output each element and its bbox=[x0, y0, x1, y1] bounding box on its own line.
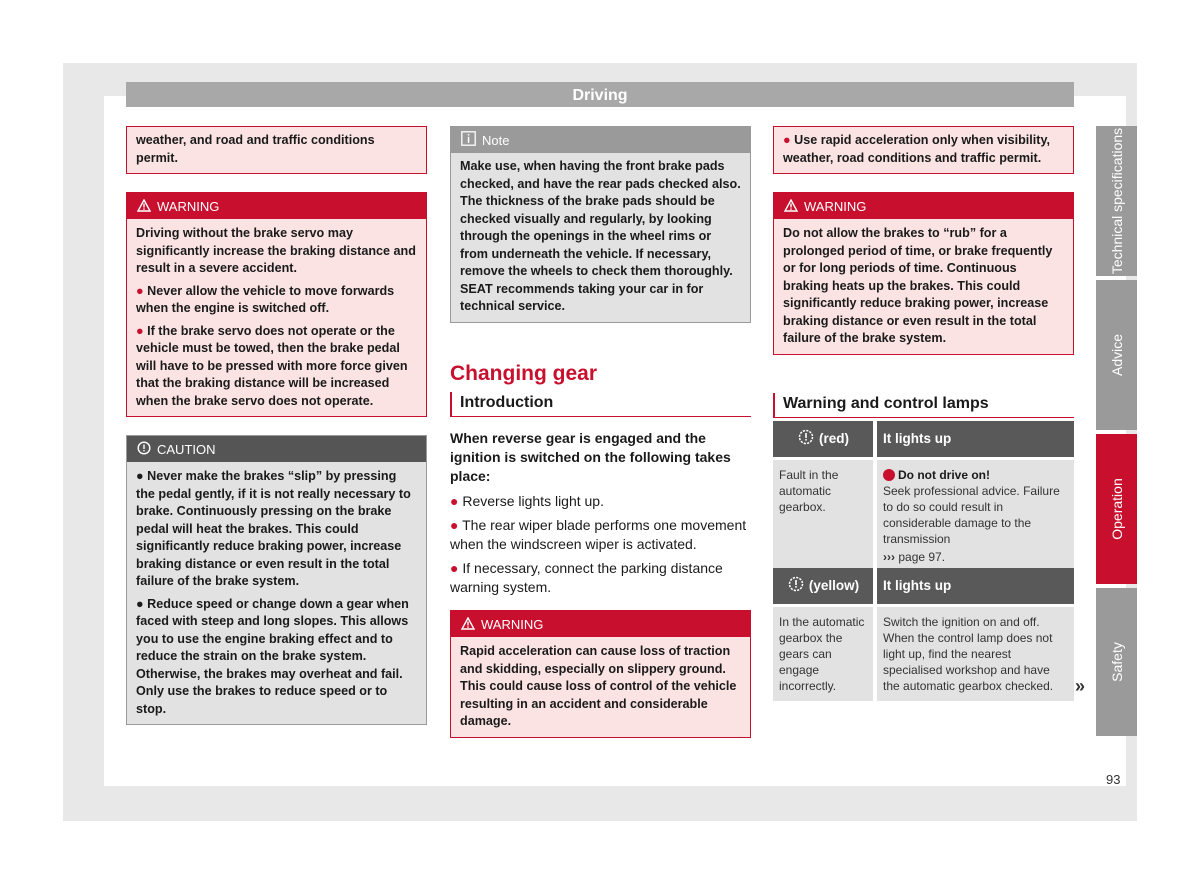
list-item: ● The rear wiper blade performs one movement when the windscreen wiper is activated. bbox=[450, 517, 747, 552]
note-label: Note bbox=[482, 133, 510, 148]
continued-text: ● Use rapid acceleration only when visibility, weather, road conditions and traffic permit. bbox=[783, 133, 1051, 165]
list-item: ● If necessary, connect the parking distance warning system. bbox=[450, 560, 723, 595]
table-row bbox=[773, 460, 1074, 572]
warning-item: ● If the brake servo does not operate or the vehicle must be towed, then the brake pedal will have to be pressed with more force given that the braking distance will be increased when the brake servo does not operate. bbox=[136, 323, 408, 408]
gearbox-warning-icon bbox=[787, 575, 805, 597]
bullet-icon: ● bbox=[136, 323, 144, 338]
chapter-header: Driving bbox=[126, 82, 1074, 107]
caution-item: ● Never make the brakes “slip” by pressing the pedal gently, if it is not really necessary to brake. Continuously pressing on the brake pedal will heat the brakes. This could significantly reduce braking power, increase braking distance or even result in the total failure of the brake system. bbox=[136, 469, 411, 588]
stop-line: Do not drive on! bbox=[883, 467, 1068, 483]
tab-technical-specifications[interactable]: Technical specifications bbox=[1096, 126, 1137, 276]
lamp-cell bbox=[773, 421, 873, 457]
warning-header bbox=[774, 193, 1073, 219]
table-header: It lights up bbox=[877, 568, 1074, 604]
action-cell bbox=[877, 460, 1074, 572]
caution-header bbox=[127, 436, 426, 462]
caution-circle-icon bbox=[137, 437, 151, 464]
bullet-icon: ● bbox=[450, 517, 459, 533]
subsection-title: Introduction bbox=[450, 392, 751, 417]
gearbox-warning-icon bbox=[797, 428, 815, 450]
lamp-color-label: (red) bbox=[819, 431, 849, 446]
warning-header bbox=[127, 193, 426, 219]
lamp-cell bbox=[773, 568, 873, 604]
warning-triangle-icon bbox=[137, 194, 151, 221]
intro-text: When reverse gear is engaged and the ignition is switched on the following takes place: bbox=[450, 430, 731, 484]
bullet-icon: ● bbox=[450, 493, 459, 509]
warning-label: WARNING bbox=[481, 617, 544, 632]
note-box bbox=[450, 126, 751, 323]
reference-arrow-icon: ››› bbox=[883, 550, 895, 564]
note-text: Make use, when having the front brake pads checked, and have the rear pads checked also. The thickness of the brake pads should be checked visually and regularly, by looking through the openings in the wheel rims or from underneath the vehicle. If necessary, remove the wheels to check them thoroughly. SEAT recommends taking your car in for technical service. bbox=[460, 159, 741, 313]
list-item: ● Reverse lights light up. bbox=[450, 493, 604, 509]
warning-text: Driving without the brake servo may significantly increase the braking distance and result in a severe accident. bbox=[136, 226, 416, 275]
cause-cell: Fault in the automatic gearbox. bbox=[773, 460, 873, 572]
lamp-color-label: (yellow) bbox=[808, 578, 860, 593]
caution-item: ● Reduce speed or change down a gear when faced with steep and long slopes. This allows you to use the engine braking effect and to reduce the strain on the brake system. Otherwise, the brakes may overheat and fail. Only use the brakes to reduce speed or to stop. bbox=[136, 596, 409, 716]
table-row bbox=[773, 607, 1074, 701]
table-header: It lights up bbox=[877, 421, 1074, 457]
bullet-icon: ● bbox=[136, 596, 144, 611]
table-header-row bbox=[773, 568, 1074, 604]
continued-box bbox=[126, 126, 427, 174]
caution-label: CAUTION bbox=[157, 442, 216, 457]
warning-box bbox=[450, 610, 751, 738]
section-title: Changing gear bbox=[450, 361, 598, 385]
middle-column bbox=[450, 126, 751, 738]
continued-text: weather, and road and traffic conditions permit. bbox=[136, 133, 375, 165]
continued-box bbox=[773, 126, 1074, 174]
lamp-table-red bbox=[773, 421, 1074, 572]
bullet-icon: ● bbox=[783, 133, 791, 147]
page-number: 93 bbox=[1106, 772, 1121, 787]
right-column bbox=[773, 126, 1074, 418]
warning-header bbox=[451, 611, 750, 637]
note-header bbox=[451, 127, 750, 153]
warning-triangle-icon bbox=[784, 194, 798, 221]
lamps-title: Warning and control lamps bbox=[773, 393, 1074, 418]
warning-text: Rapid acceleration can cause loss of traction and skidding, especially on slippery ground. This could cause loss of control of the vehicle resulting in an accident and considerable damage. bbox=[460, 644, 737, 728]
action-cell: Switch the ignition on and off. When the control lamp does not light up, find the nearest specialised workshop and have the automatic gearbox checked. bbox=[877, 607, 1074, 701]
cause-cell: In the automatic gearbox the gears can engage incorrectly. bbox=[773, 607, 873, 701]
stop-icon bbox=[883, 469, 895, 481]
warning-label: WARNING bbox=[804, 199, 867, 214]
info-icon bbox=[461, 128, 476, 155]
action-text: Seek professional advice. Failure to do so could result in considerable damage to the transmission bbox=[883, 484, 1060, 546]
warning-box bbox=[773, 192, 1074, 355]
bullet-icon: ● bbox=[136, 469, 144, 483]
warning-label: WARNING bbox=[157, 199, 220, 214]
left-column bbox=[126, 126, 427, 725]
warning-triangle-icon bbox=[461, 612, 475, 639]
tab-safety[interactable]: Safety bbox=[1096, 588, 1137, 736]
bullet-icon: ● bbox=[136, 283, 144, 298]
table-header-row bbox=[773, 421, 1074, 457]
warning-body bbox=[127, 219, 426, 416]
warning-text: Do not allow the brakes to “rub” for a prolonged period of time, or brake frequently or for long periods of time. Continuous braking heats up the brakes. This could significantly reduce braking power, increase braking distance or even result in the total failure of the brake system. bbox=[783, 226, 1053, 345]
page-reference[interactable]: ››› page 97. bbox=[883, 550, 946, 564]
caution-body bbox=[127, 462, 426, 724]
caution-box bbox=[126, 435, 427, 725]
bullet-icon: ● bbox=[450, 560, 459, 576]
continue-arrow-icon: » bbox=[1075, 676, 1086, 696]
tab-advice[interactable]: Advice bbox=[1096, 280, 1137, 430]
tab-operation[interactable]: Operation bbox=[1096, 434, 1137, 584]
warning-box bbox=[126, 192, 427, 417]
warning-item: ● Never allow the vehicle to move forwards when the engine is switched off. bbox=[136, 283, 395, 315]
lamp-table-yellow bbox=[773, 568, 1074, 701]
